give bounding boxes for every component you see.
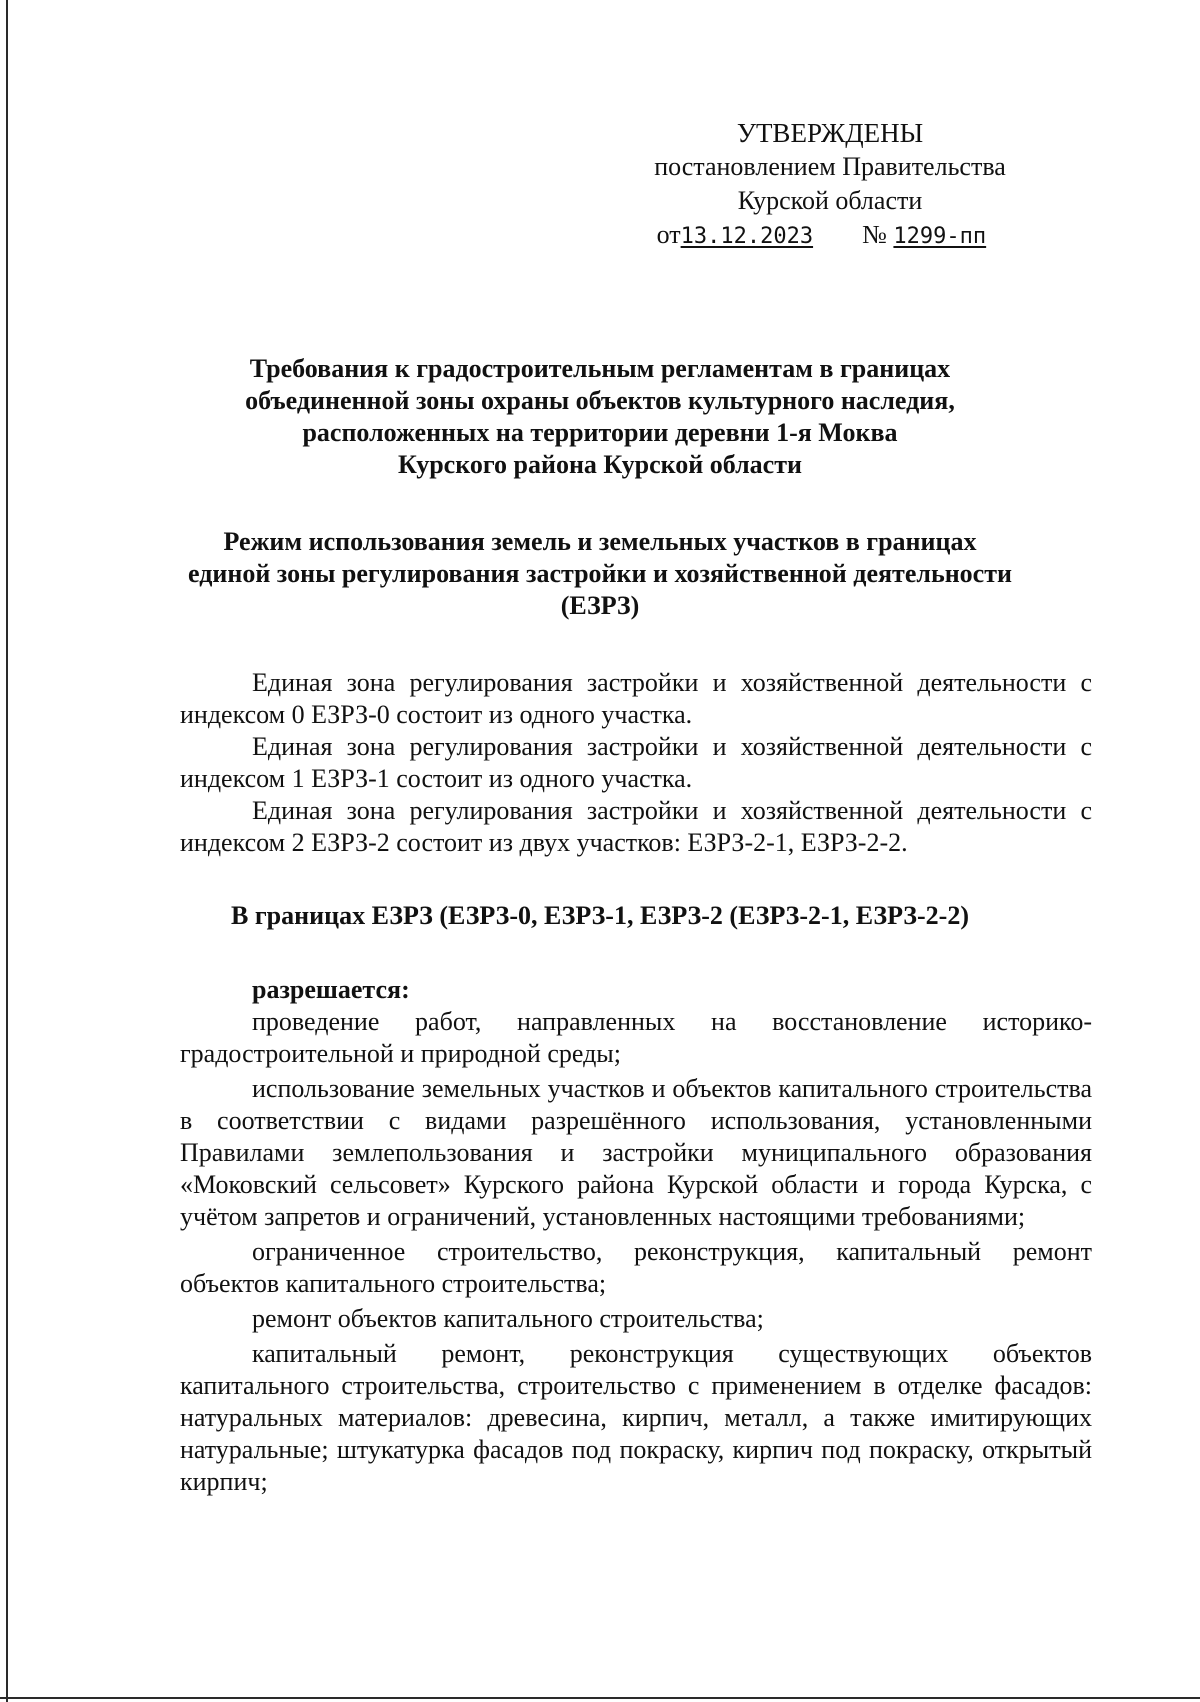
date-prefix: от [656,220,681,249]
title-line-2: объединенной зоны охраны объектов культурного наследия, [245,386,955,415]
title-line-1: Требования к градостроительным регламентам в границах [249,354,951,383]
number-prefix: № [862,220,887,249]
approval-line-1: постановлением Правительства [654,152,1006,181]
section-heading-regime [120,526,1080,622]
list-item: использование земельных участков и объектов капитального строительства в соответствии с видами разрешённого использования, установленными Правилами землепользования и застройки муниципального образования «Моковский сельсовет» Курского района Курской области и города Курска, с учётом запретов и ограничений, установленных настоящими требованиями; [180,1074,1092,1231]
scan-edge-bottom [0,1697,1200,1699]
approval-date: 13.12.2023 [680,224,814,249]
section-heading-within: В границах ЕЗРЗ (ЕЗРЗ-0, ЕЗРЗ-1, ЕЗРЗ-2 (ЕЗРЗ-2-1, ЕЗРЗ-2-2) [231,901,969,930]
regime-line-1: Режим использования земель и земельных участков в границах [223,527,977,556]
intro-paragraph: Единая зона регулирования застройки и хозяйственной деятельности с индексом 1 ЕЗРЗ-1 состоит из одного участка. [180,732,1092,793]
list-item: ограниченное строительство, реконструкция, капитальный ремонт объектов капитального строительства; [180,1237,1092,1298]
regime-line-2: единой зоны регулирования застройки и хозяйственной деятельности [188,559,1012,588]
intro-paragraphs [180,667,1092,859]
list-item: ремонт объектов капитального строительства; [252,1304,764,1333]
list-item: проведение работ, направленных на восстановление историко-градостроительной и природной среды; [180,1007,1092,1068]
allowed-label: разрешается: [252,975,410,1004]
approval-line-2: Курской области [737,186,923,215]
allowed-list [180,1006,1092,1501]
list-item: капитальный ремонт, реконструкция существующих объектов капитального строительства, строительство с применением в отделке фасадов: натуральных материалов: древесина, кирпич, металл, а также имитирующих натуральные; штукатурка фасадов под покраску, кирпич под покраску, открытый кирпич; [180,1339,1092,1496]
title-line-4: Курского района Курской области [398,450,802,479]
scan-edge-left [6,0,8,1702]
intro-paragraph: Единая зона регулирования застройки и хозяйственной деятельности с индексом 0 ЕЗРЗ-0 состоит из одного участка. [180,668,1092,729]
approval-date-number [600,218,1060,254]
title-line-3: расположенных на территории деревни 1-я Моква [302,418,898,447]
document-title [120,353,1080,481]
approval-number: 1299-пп [893,224,987,249]
intro-paragraph: Единая зона регулирования застройки и хозяйственной деятельности с индексом 2 ЕЗРЗ-2 состоит из двух участков: ЕЗРЗ-2-1, ЕЗРЗ-2-2. [180,796,1092,857]
regime-line-3: (ЕЗРЗ) [560,591,640,620]
approval-block [600,116,1060,254]
approval-title: УТВЕРЖДЕНЫ [736,118,924,148]
